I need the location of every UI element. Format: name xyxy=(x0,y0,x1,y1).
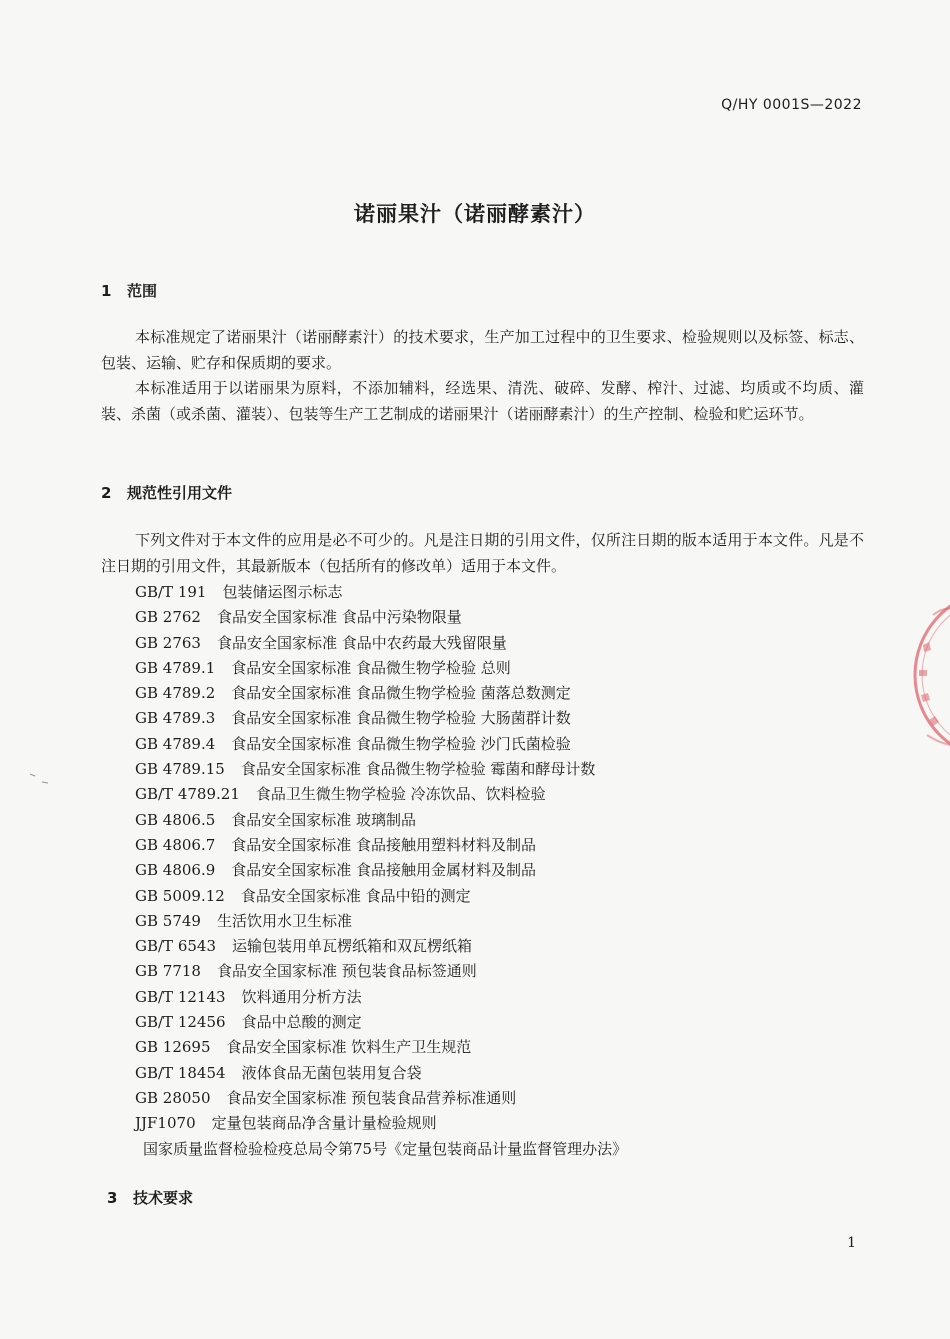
scope-paragraph-1: 本标准规定了诺丽果汁（诺丽酵素汁）的技术要求，生产加工过程中的卫生要求、检验规则以及标签、标志、包装、运输、贮存和保质期的要求。 xyxy=(101,328,864,372)
scan-speck-icon xyxy=(28,770,58,790)
reference-code: GB 4789.3 xyxy=(135,709,216,728)
reference-item xyxy=(135,656,627,681)
reference-title: 食品安全国家标准 预包装食品标签通则 xyxy=(216,962,477,981)
reference-item xyxy=(135,808,627,833)
section-title: 规范性引用文件 xyxy=(127,484,233,502)
reference-title: 食品安全国家标准 食品微生物学检验 菌落总数测定 xyxy=(231,684,571,703)
reference-code: GB 2763 xyxy=(135,633,201,652)
reference-code: GB/T 12456 xyxy=(135,1013,226,1032)
section-2-heading xyxy=(101,482,232,503)
reference-code: GB 2762 xyxy=(135,608,201,627)
reference-title: 生活饮用水卫生标准 xyxy=(216,911,352,930)
reference-title: 包装储运图示标志 xyxy=(222,583,343,601)
reference-code: JJF1070 xyxy=(135,1114,196,1133)
section-number: 2 xyxy=(101,484,112,502)
reference-item xyxy=(135,1061,627,1086)
reference-title: 食品安全国家标准 食品微生物学检验 沙门氏菌检验 xyxy=(231,734,571,753)
reference-item xyxy=(135,858,627,883)
reference-item xyxy=(135,959,627,984)
reference-item xyxy=(135,884,627,909)
reference-code: GB 7718 xyxy=(135,962,201,981)
reference-code: GB/T 4789.21 xyxy=(135,785,240,804)
standard-code: Q/HY 0001S—2022 xyxy=(721,97,862,113)
page-number: 1 xyxy=(847,1235,856,1251)
reference-title: 食品安全国家标准 食品中污染物限量 xyxy=(216,608,462,627)
reference-title: 食品安全国家标准 食品接触用金属材料及制品 xyxy=(231,861,537,880)
reference-code: GB 5749 xyxy=(135,911,201,930)
reference-title: 饮料通用分析方法 xyxy=(241,987,362,1006)
reference-code: GB 12695 xyxy=(135,1038,211,1057)
scope-paragraph-2: 本标准适用于以诺丽果为原料，不添加辅料，经选果、清洗、破碎、发酵、榨汁、过滤、均质或不均质、灌装、杀菌（或杀菌、灌装）、包装等生产工艺制成的诺丽果汁（诺丽酵素汁）的生产控制、检验和贮运环节。 xyxy=(101,379,864,423)
reference-code: GB 4789.15 xyxy=(135,760,225,779)
reference-code: GB 4806.5 xyxy=(135,810,216,829)
reference-code: GB 4789.2 xyxy=(135,684,216,703)
reference-item xyxy=(135,909,627,934)
reference-title: 食品安全国家标准 食品微生物学检验 霉菌和酵母计数 xyxy=(240,760,596,779)
reference-code: GB 5009.12 xyxy=(135,886,225,905)
reference-title: 运输包装用单瓦楞纸箱和双瓦楞纸箱 xyxy=(232,937,473,956)
reference-code: GB 4806.7 xyxy=(135,835,216,854)
section-title: 技术要求 xyxy=(133,1189,194,1207)
reference-item xyxy=(135,605,627,630)
reference-code: GB/T 18454 xyxy=(135,1063,226,1082)
references-intro-paragraph: 下列文件对于本文件的应用是必不可少的。凡是注日期的引用文件，仅所注日期的版本适用于本文件。凡是不注日期的引用文件，其最新版本（包括所有的修改单）适用于本文件。 xyxy=(101,531,864,575)
reference-code: GB 28050 xyxy=(135,1088,211,1107)
reference-item xyxy=(135,631,627,656)
seal-stamp-icon xyxy=(905,575,950,775)
reference-title: 食品安全国家标准 食品微生物学检验 大肠菌群计数 xyxy=(231,709,571,728)
reference-item xyxy=(135,1035,627,1060)
reference-code: GB 4789.1 xyxy=(135,658,216,677)
document-title: 诺丽果汁（诺丽酵素汁） xyxy=(354,202,596,226)
reference-title: 食品卫生微生物学检验 冷冻饮品、饮料检验 xyxy=(255,785,546,804)
reference-title: 食品安全国家标准 饮料生产卫生规范 xyxy=(226,1038,472,1057)
reference-title: 《定量包装商品计量监督管理办法》 xyxy=(387,1139,628,1158)
reference-item xyxy=(135,757,627,782)
reference-title: 食品安全国家标准 食品中铅的测定 xyxy=(240,886,471,905)
reference-title: 食品安全国家标准 食品接触用塑料材料及制品 xyxy=(231,835,537,854)
reference-item xyxy=(135,681,627,706)
reference-item xyxy=(135,1111,627,1136)
reference-item xyxy=(135,782,627,807)
reference-title: 食品中总酸的测定 xyxy=(241,1013,362,1032)
reference-item xyxy=(135,580,627,605)
section-number: 1 xyxy=(101,282,112,300)
reference-title: 定量包装商品净含量计量检验规则 xyxy=(211,1114,437,1133)
reference-item xyxy=(135,1086,627,1111)
reference-item xyxy=(135,732,627,757)
reference-code: GB 4789.4 xyxy=(135,734,216,753)
reference-title: 食品安全国家标准 食品中农药最大残留限量 xyxy=(216,633,507,652)
reference-code: GB 4806.9 xyxy=(135,861,216,880)
reference-item xyxy=(135,985,627,1010)
reference-item xyxy=(135,706,627,731)
reference-item xyxy=(135,1010,627,1035)
reference-title: 食品安全国家标准 食品微生物学检验 总则 xyxy=(231,658,511,677)
section-title: 范围 xyxy=(127,282,158,300)
reference-title: 食品安全国家标准 预包装食品营养标准通则 xyxy=(226,1088,517,1107)
reference-item xyxy=(143,1137,627,1162)
reference-code: GB/T 12143 xyxy=(135,987,226,1006)
section-3-heading xyxy=(107,1187,193,1208)
reference-item xyxy=(135,934,627,959)
reference-code: GB/T 6543 xyxy=(135,937,217,956)
reference-item xyxy=(135,833,627,858)
section-number: 3 xyxy=(107,1189,118,1207)
reference-title: 液体食品无菌包装用复合袋 xyxy=(241,1063,422,1082)
reference-code: GB/T 191 xyxy=(135,583,207,601)
reference-code: 国家质量监督检验检疫总局令第75号 xyxy=(143,1139,388,1158)
reference-title: 食品安全国家标准 玻璃制品 xyxy=(231,810,417,829)
section-1-heading xyxy=(101,280,157,301)
reference-list xyxy=(135,580,627,1162)
